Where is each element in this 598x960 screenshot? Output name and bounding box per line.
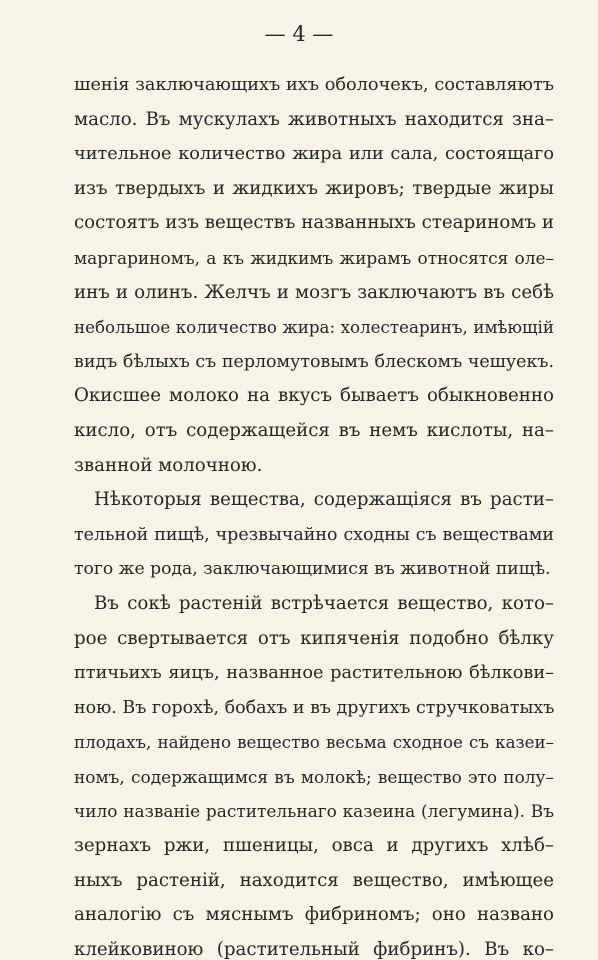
text-line: изъ твердыхъ и жидкихъ жировъ; твердые жиры xyxy=(74,177,554,199)
text-line: плодахъ, найдено вещество весьма сходное съ казеи– xyxy=(74,732,554,753)
text-line: Въ сокѣ растеній встрѣчается вещество, кото– xyxy=(94,592,554,614)
text-line: номъ, содержащимся въ молокѣ; вещество это полу– xyxy=(74,766,554,787)
text-line: видъ бѣлыхъ съ перломутовымъ блескомъ чешуекъ. xyxy=(74,351,554,372)
text-line: Нѣкоторыя вещества, содержащіяся въ расти– xyxy=(94,489,554,511)
text-line: маргариномъ, а къ жидкимъ жирамъ относятся оле– xyxy=(74,247,554,268)
text-line: шенія заключающихъ ихъ оболочекъ, составляютъ xyxy=(74,75,554,95)
text-line: инъ и олинъ. Желчъ и мозгъ заключаютъ въ себѣ xyxy=(74,281,554,303)
text-line: того же рода, заключающимися въ животной пищѣ. xyxy=(74,559,551,580)
text-line: птичьихъ яицъ, названное растительною бѣлкови– xyxy=(74,663,554,684)
text-line: небольшое количество жира: холестеаринъ, имѣющій xyxy=(74,317,554,338)
body-text xyxy=(74,68,554,960)
text-line: чительное количество жира или сала, состоящаго xyxy=(74,144,554,165)
text-line: ныхъ растеній, находится вещество, имѣющее xyxy=(74,869,554,891)
text-line: Окисшее молоко на вкусъ бываетъ обыкновенно xyxy=(74,385,554,407)
text-line: кисло, отъ содержащейся въ немъ кислоты, на– xyxy=(74,419,554,441)
page-number: — 4 — xyxy=(264,22,334,46)
text-line: чило названіе растительнаго казеина (легумина). Въ xyxy=(74,801,554,822)
text-line: тельной пищѣ, чрезвычайно сходны съ веществами xyxy=(74,524,554,545)
text-line: рое свертывается отъ кипяченія подобно бѣлку xyxy=(74,627,554,649)
text-line: зернахъ ржи, пшеницы, овса и другихъ хлѣб– xyxy=(74,835,554,857)
text-line: клейковиною (растительный фибринъ). Въ ко– xyxy=(74,938,554,960)
text-line: состоятъ изъ веществъ названныхъ стеариномъ и xyxy=(74,212,554,234)
text-line: званной молочною. xyxy=(74,454,263,476)
text-line: аналогію съ мяснымъ фибриномъ; оно названо xyxy=(74,904,554,926)
text-line: масло. Въ мускулахъ животныхъ находится зна– xyxy=(74,108,554,130)
text-line: ною. Въ горохѣ, бобахъ и въ другихъ стручковатыхъ xyxy=(74,697,554,718)
